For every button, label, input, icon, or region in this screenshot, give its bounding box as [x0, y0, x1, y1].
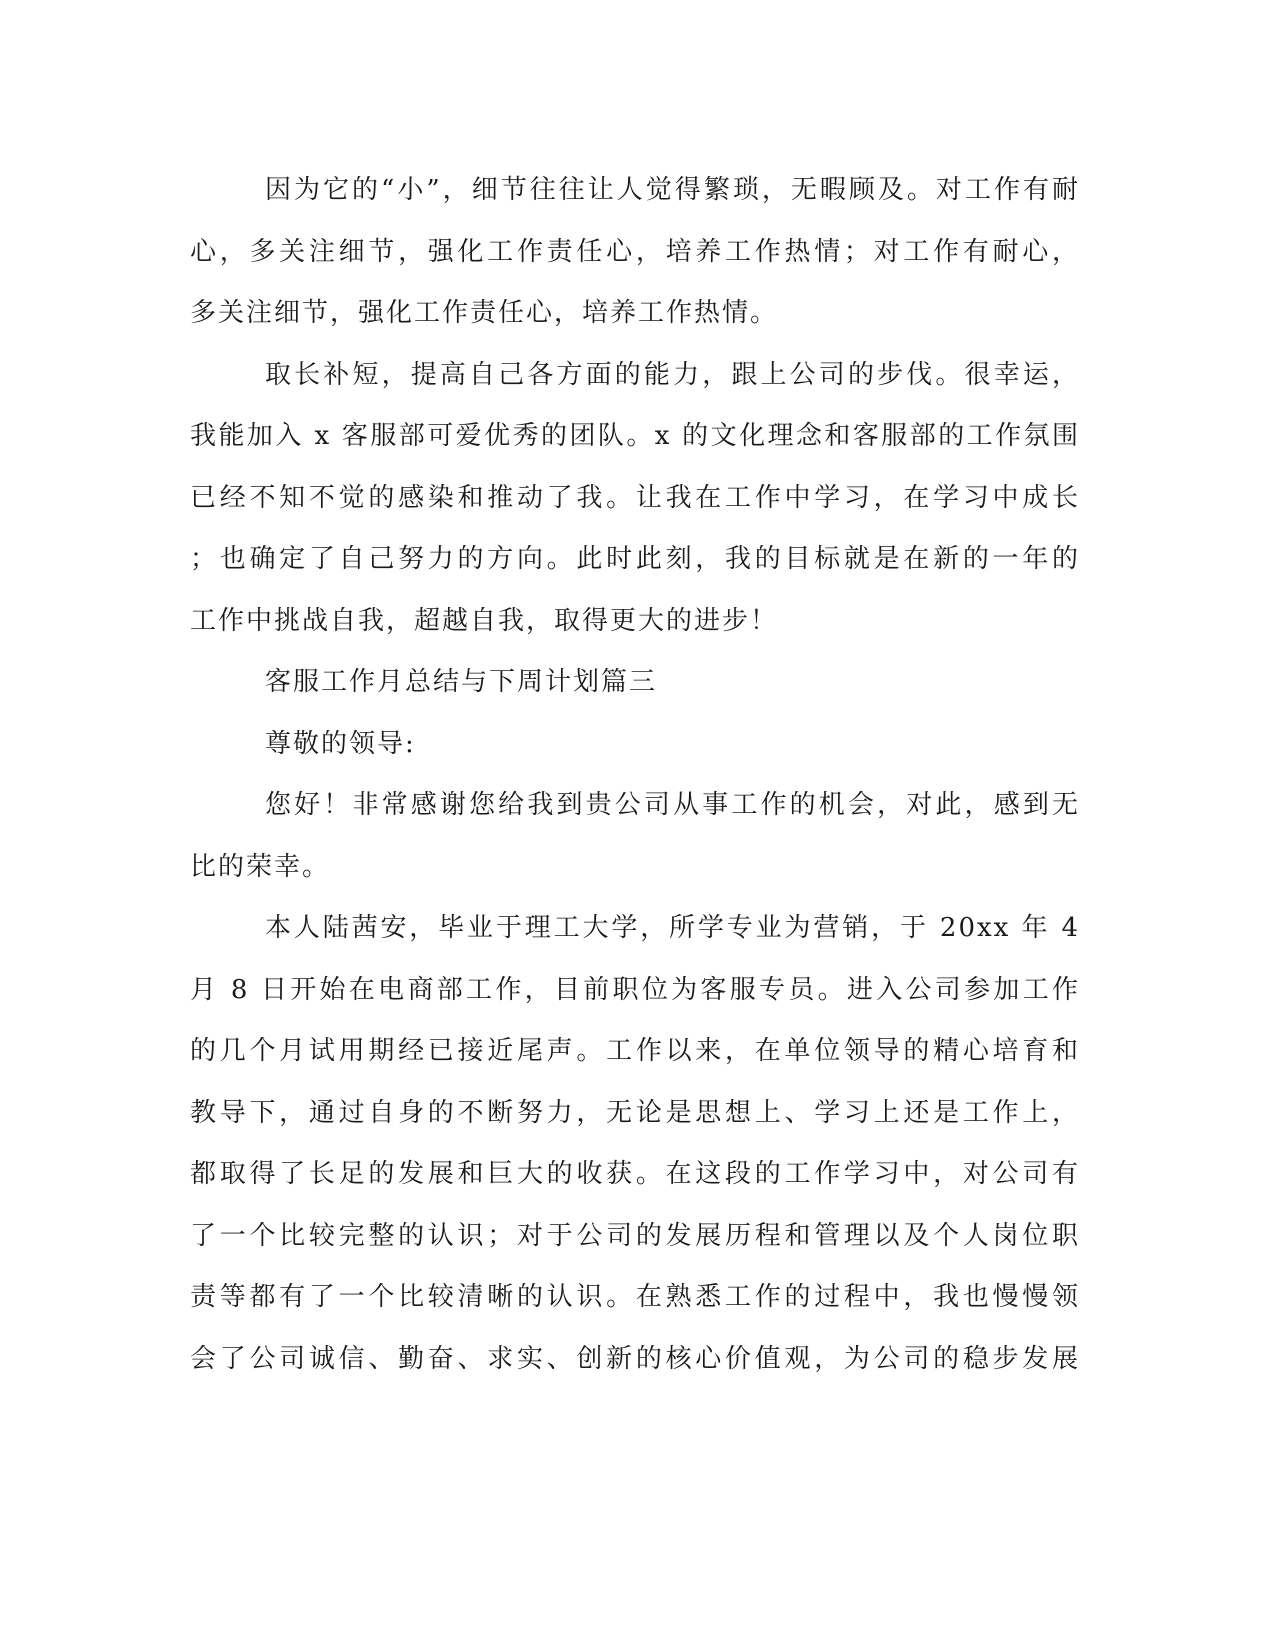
section-heading	[190, 652, 1080, 714]
paragraph-line: 了一个比较完整的认识；对于公司的发展历程和管理以及个人岗位职	[190, 1220, 1080, 1251]
paragraph-line: 本人陆茜安，毕业于理工大学，所学专业为营销，于 20xx 年 4	[265, 913, 1080, 943]
paragraph-line: 都取得了长足的发展和巨大的收获。在这段的工作学习中，对公司有	[190, 1159, 1080, 1189]
paragraph-line: 已经不知不觉的感染和推动了我。让我在工作中学习，在学习中成长	[190, 482, 1080, 513]
paragraph-line: 会了公司诚信、勤奋、求实、创新的核心价值观，为公司的稳步发展	[190, 1343, 1080, 1374]
salutation	[190, 714, 1080, 776]
salutation-line: 尊敬的领导:	[265, 728, 416, 759]
paragraph-line: 的几个月试用期经已接近尾声。工作以来，在单位领导的精心培育和	[190, 1036, 1080, 1066]
section-title: 客服工作月总结与下周计划篇三	[265, 667, 658, 697]
paragraph-greeting	[190, 775, 1080, 898]
paragraph-self-introduction	[190, 898, 1080, 1390]
document-body	[190, 160, 1080, 1390]
paragraph-line: 因为它的“小”，细节往往让人觉得繁琐，无暇顾及。对工作有耐	[265, 175, 1080, 205]
paragraph-detail-focus	[190, 160, 1080, 345]
paragraph-line: 工作中挑战自我，超越自我，取得更大的进步！	[190, 605, 779, 636]
paragraph-line: 您好！非常感谢您给我到贵公司从事工作的机会，对此，感到无	[265, 790, 1080, 820]
paragraph-line: 教导下，通过自身的不断努力，无论是思想上、学习上还是工作上，	[190, 1097, 1080, 1128]
paragraph-line: 心，多关注细节，强化工作责任心，培养工作热情；对工作有耐心，	[190, 236, 1080, 267]
paragraph-line: 取长补短，提高自己各方面的能力，跟上公司的步伐。很幸运，	[265, 359, 1080, 390]
paragraph-line: 多关注细节，强化工作责任心，培养工作热情。	[190, 298, 779, 328]
paragraph-line: ；也确定了自己努力的方向。此时此刻，我的目标就是在新的一年的	[190, 544, 1080, 574]
paragraph-line: 比的荣幸。	[190, 851, 331, 882]
paragraph-line: 我能加入 x 客服部可爱优秀的团队。x 的文化理念和客服部的工作氛围	[190, 421, 1080, 451]
paragraph-line: 责等都有了一个比较清晰的认识。在熟悉工作的过程中，我也慢慢领	[190, 1282, 1080, 1312]
paragraph-line: 月 8 日开始在电商部工作，目前职位为客服专员。进入公司参加工作	[190, 974, 1080, 1005]
paragraph-learning-growth	[190, 345, 1080, 653]
